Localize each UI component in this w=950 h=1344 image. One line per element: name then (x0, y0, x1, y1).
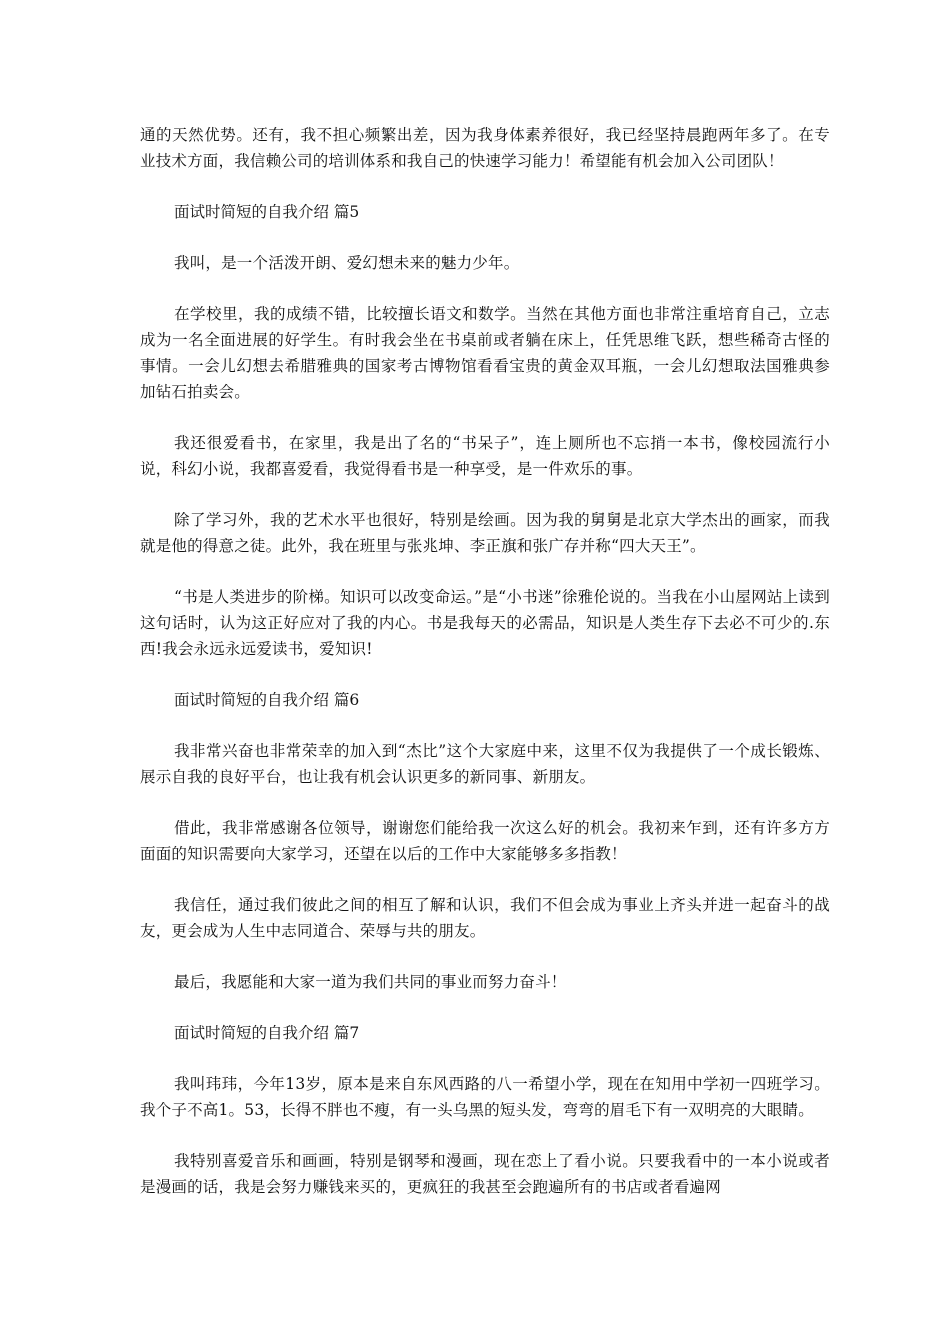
paragraph: 我信任，通过我们彼此之间的相互了解和认识，我们不但会成为事业上齐头并进一起奋斗的战友，更会成为人生中志同道合、荣辱与共的朋友。 (140, 896, 830, 940)
paragraph: 我叫玮玮，今年13岁，原本是来自东风西路的八一希望小学，现在在知用中学初一四班学习。我个子不高1。53，长得不胖也不瘦，有一头乌黑的短头发，弯弯的眉毛下有一双明亮的大眼睛。 (140, 1075, 830, 1119)
paragraph: 除了学习外，我的艺术水平也很好，特别是绘画。因为我的舅舅是北京大学杰出的画家，而我就是他的得意之徒。此外，我在班里与张兆坤、李正旗和张广存并称“四大天王”。 (140, 511, 830, 555)
paragraph: 我特别喜爱音乐和画画，特别是钢琴和漫画，现在恋上了看小说。只要我看中的一本小说或者是漫画的话，我是会努力赚钱来买的，更疯狂的我甚至会跑遍所有的书店或者看遍网 (140, 1152, 830, 1196)
paragraph: 借此，我非常感谢各位领导，谢谢您们能给我一次这么好的机会。我初来乍到，还有许多方方面面的知识需要向大家学习，还望在以后的工作中大家能够多多指教！ (140, 819, 830, 863)
paragraph: 我叫，是一个活泼开朗、爱幻想未来的魅力少年。 (174, 254, 520, 272)
section-heading: 面试时简短的自我介绍 篇6 (174, 691, 360, 709)
section-heading: 面试时简短的自我介绍 篇5 (174, 203, 360, 221)
section-heading: 面试时简短的自我介绍 篇7 (174, 1024, 360, 1042)
paragraph: 在学校里，我的成绩不错，比较擅长语文和数学。当然在其他方面也非常注重培育自己，立志成为一名全面进展的好学生。有时我会坐在书桌前或者躺在床上，任凭思维飞跃，想些稀奇古怪的事情。一会儿幻想去希腊雅典的国家考古博物馆看看宝贵的黄金双耳瓶，一会儿幻想取法国雅典参加钻石拍卖会。 (140, 305, 830, 401)
paragraph: 我还很爱看书，在家里，我是出了名的“书呆子”，连上厕所也不忘捎一本书，像校园流行小说，科幻小说，我都喜爱看，我觉得看书是一种享受，是一件欢乐的事。 (140, 434, 830, 478)
paragraph: 我非常兴奋也非常荣幸的加入到“杰比”这个大家庭中来，这里不仅为我提供了一个成长锻炼、展示自我的良好平台，也让我有机会认识更多的新同事、新朋友。 (140, 742, 830, 786)
document-body (140, 122, 830, 1200)
paragraph: 通的天然优势。还有，我不担心频繁出差，因为我身体素养很好，我已经坚持晨跑两年多了。在专业技术方面，我信赖公司的培训体系和我自己的快速学习能力！希望能有机会加入公司团队！ (140, 126, 830, 170)
paragraph: 最后，我愿能和大家一道为我们共同的事业而努力奋斗！ (174, 973, 567, 991)
paragraph: “书是人类进步的阶梯。知识可以改变命运。”是“小书迷”徐雅伦说的。当我在小山屋网站上读到这句话时，认为这正好应对了我的内心。书是我每天的必需品，知识是人类生存下去必不可少的.东西!我会永远永远爱读书，爱知识! (140, 588, 830, 658)
